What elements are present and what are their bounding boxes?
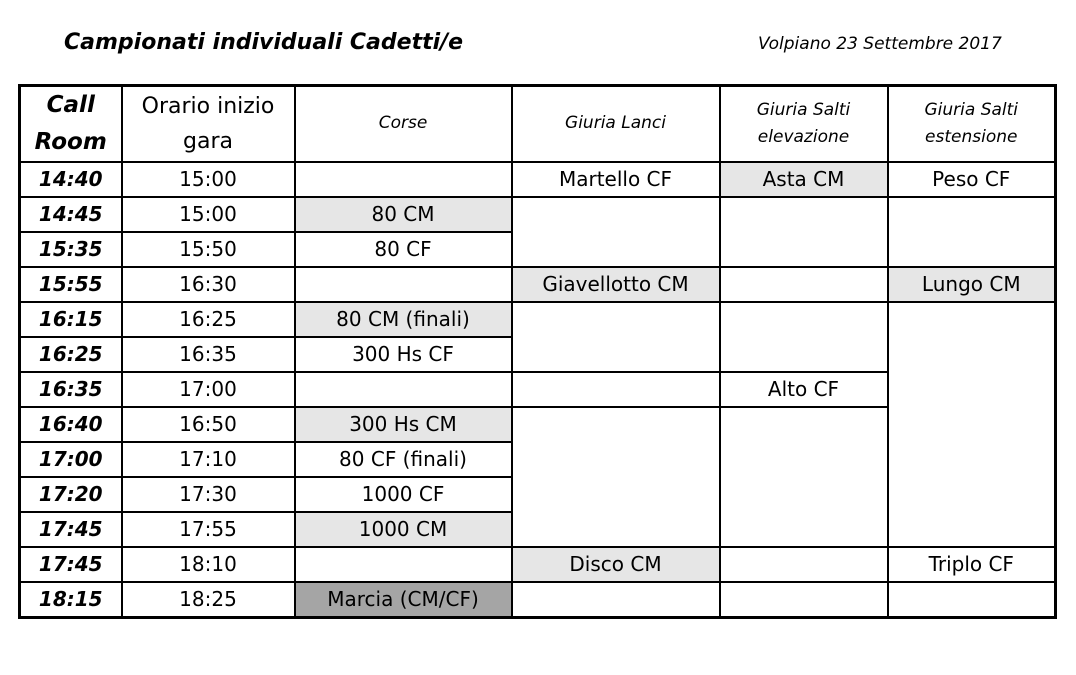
- orario-cell: 17:00: [122, 372, 295, 407]
- lanci-cell: [512, 477, 720, 512]
- header-giuria-lanci: Giuria Lanci: [512, 86, 720, 162]
- table-row: [20, 512, 1056, 547]
- elevazione-cell: [720, 477, 888, 512]
- estensione-cell: [888, 302, 1056, 337]
- orario-cell: 16:35: [122, 337, 295, 372]
- orario-cell: 18:10: [122, 547, 295, 582]
- lanci-cell: [512, 302, 720, 337]
- lanci-cell: Giavellotto CM: [512, 267, 720, 302]
- call-room-cell: 16:15: [20, 302, 122, 337]
- corse-cell: 80 CM (finali): [295, 302, 512, 337]
- elevazione-cell: Asta CM: [720, 162, 888, 197]
- corse-cell: Marcia (CM/CF): [295, 582, 512, 618]
- call-room-cell: 17:45: [20, 512, 122, 547]
- call-room-cell: 15:55: [20, 267, 122, 302]
- elevazione-cell: [720, 232, 888, 267]
- lanci-cell: [512, 512, 720, 547]
- call-room-cell: 15:35: [20, 232, 122, 267]
- header-giuria-salti-elevazione: Giuria Salti elevazione: [720, 86, 888, 162]
- orario-cell: 17:55: [122, 512, 295, 547]
- elevazione-cell: [720, 512, 888, 547]
- elevazione-cell: [720, 302, 888, 337]
- header-call-room: Call Room: [20, 86, 122, 162]
- elevazione-cell: [720, 197, 888, 232]
- estensione-cell: [888, 442, 1056, 477]
- lanci-cell: [512, 232, 720, 267]
- table-row: [20, 197, 1056, 232]
- estensione-cell: Peso CF: [888, 162, 1056, 197]
- table-row: [20, 547, 1056, 582]
- schedule-table: [18, 84, 1057, 619]
- corse-cell: [295, 162, 512, 197]
- corse-cell: [295, 267, 512, 302]
- document-date: Volpiano 23 Settembre 2017: [758, 34, 1002, 54]
- table-row: [20, 477, 1056, 512]
- call-room-cell: 18:15: [20, 582, 122, 618]
- corse-cell: 1000 CF: [295, 477, 512, 512]
- call-room-cell: 17:00: [20, 442, 122, 477]
- header-row: [20, 86, 1056, 162]
- call-room-cell: 16:35: [20, 372, 122, 407]
- corse-cell: [295, 372, 512, 407]
- call-room-cell: 16:25: [20, 337, 122, 372]
- table-row: [20, 582, 1056, 618]
- orario-cell: 18:25: [122, 582, 295, 618]
- orario-cell: 15:50: [122, 232, 295, 267]
- estensione-cell: [888, 477, 1056, 512]
- lanci-cell: Martello CF: [512, 162, 720, 197]
- lanci-cell: Disco CM: [512, 547, 720, 582]
- elevazione-cell: Alto CF: [720, 372, 888, 407]
- elevazione-cell: [720, 267, 888, 302]
- table-row: [20, 407, 1056, 442]
- estensione-cell: [888, 372, 1056, 407]
- table-row: [20, 162, 1056, 197]
- table-row: [20, 442, 1056, 477]
- estensione-cell: [888, 232, 1056, 267]
- header-giuria-salti-estensione: Giuria Salti estensione: [888, 86, 1056, 162]
- table-row: [20, 337, 1056, 372]
- estensione-cell: [888, 582, 1056, 618]
- elevazione-cell: [720, 442, 888, 477]
- call-room-cell: 16:40: [20, 407, 122, 442]
- estensione-cell: Lungo CM: [888, 267, 1056, 302]
- estensione-cell: [888, 337, 1056, 372]
- estensione-cell: [888, 512, 1056, 547]
- call-room-cell: 17:20: [20, 477, 122, 512]
- lanci-cell: [512, 372, 720, 407]
- lanci-cell: [512, 442, 720, 477]
- orario-cell: 16:50: [122, 407, 295, 442]
- document-title: Campionati individuali Cadetti/e: [64, 30, 464, 55]
- orario-cell: 15:00: [122, 162, 295, 197]
- corse-cell: 300 Hs CF: [295, 337, 512, 372]
- estensione-cell: [888, 407, 1056, 442]
- corse-cell: 80 CF (finali): [295, 442, 512, 477]
- orario-cell: 16:25: [122, 302, 295, 337]
- elevazione-cell: [720, 407, 888, 442]
- corse-cell: [295, 547, 512, 582]
- table-row: [20, 302, 1056, 337]
- corse-cell: 1000 CM: [295, 512, 512, 547]
- call-room-cell: 14:40: [20, 162, 122, 197]
- table-row: [20, 267, 1056, 302]
- lanci-cell: [512, 582, 720, 618]
- table-row: [20, 372, 1056, 407]
- elevazione-cell: [720, 582, 888, 618]
- table-row: [20, 232, 1056, 267]
- corse-cell: 80 CF: [295, 232, 512, 267]
- header-corse: Corse: [295, 86, 512, 162]
- call-room-cell: 17:45: [20, 547, 122, 582]
- lanci-cell: [512, 337, 720, 372]
- lanci-cell: [512, 407, 720, 442]
- orario-cell: 17:10: [122, 442, 295, 477]
- lanci-cell: [512, 197, 720, 232]
- elevazione-cell: [720, 547, 888, 582]
- call-room-cell: 14:45: [20, 197, 122, 232]
- orario-cell: 15:00: [122, 197, 295, 232]
- header-orario: Orario inizio gara: [122, 86, 295, 162]
- estensione-cell: [888, 197, 1056, 232]
- corse-cell: 80 CM: [295, 197, 512, 232]
- elevazione-cell: [720, 337, 888, 372]
- orario-cell: 17:30: [122, 477, 295, 512]
- orario-cell: 16:30: [122, 267, 295, 302]
- estensione-cell: Triplo CF: [888, 547, 1056, 582]
- corse-cell: 300 Hs CM: [295, 407, 512, 442]
